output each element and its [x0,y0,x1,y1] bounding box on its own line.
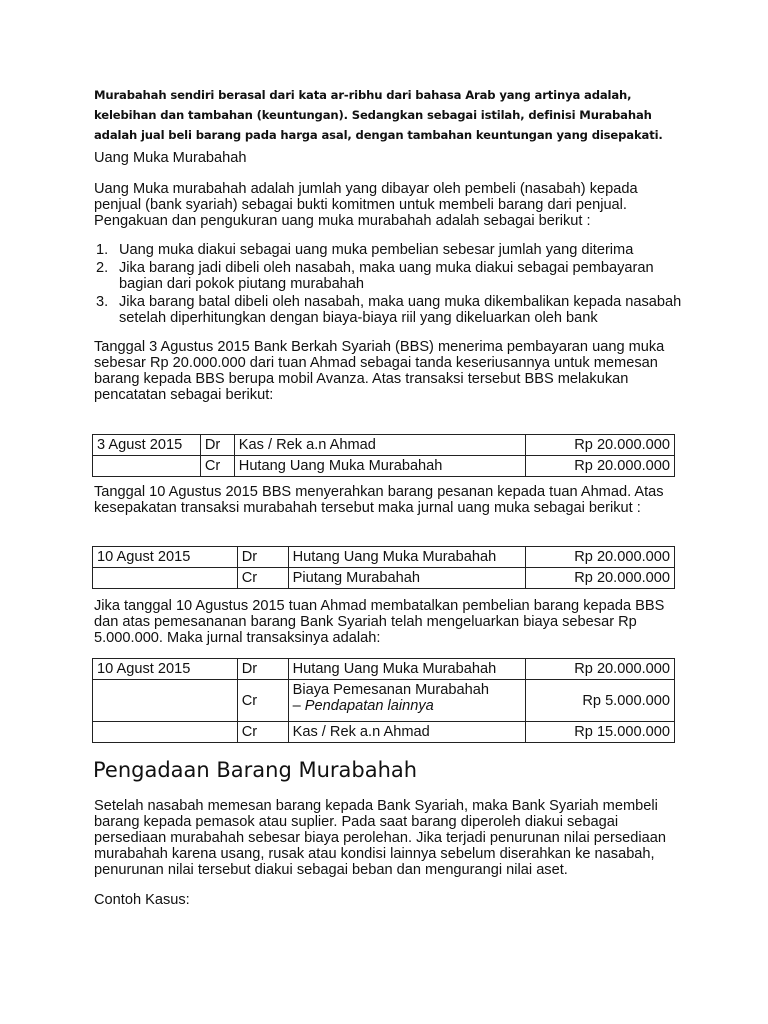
journal-side: Dr [237,659,288,680]
list-item [94,242,684,258]
table-row [93,680,675,722]
definition-paragraph: Uang Muka murabahah adalah jumlah yang dibayar oleh pembeli (nasabah) kepada penjual (bank syariah) sebagai bukti komitmen untuk membeli barang dari penjual. Pengakuan dan pengukuran uang muka murabahah adalah sebagai berikut : [94,181,638,229]
recognition-list [94,242,684,328]
journal-date [93,722,238,743]
list-item [94,260,684,292]
journal-table-2 [92,546,675,589]
journal-amount: Rp 15.000.000 [526,722,675,743]
journal-date [93,568,238,589]
journal-amount: Rp 20.000.000 [526,547,675,568]
journal-amount: Rp 20.000.000 [526,435,675,456]
journal-amount: Rp 20.000.000 [526,659,675,680]
journal-side: Cr [237,722,288,743]
journal-account-note-line: – Pendapatan lainnya [292,698,434,714]
journal-side: Dr [200,435,234,456]
table-row [93,659,675,680]
journal-amount: Rp 20.000.000 [526,568,675,589]
journal-account: Hutang Uang Muka Murabahah [288,659,526,680]
list-number: 3. [96,294,109,310]
example-label: Contoh Kasus: [94,892,190,908]
journal-account: Hutang Uang Muka Murabahah [288,547,526,568]
journal-date [93,456,201,477]
journal-side: Cr [237,680,288,722]
journal-amount: Rp 20.000.000 [526,456,675,477]
journal-amount: Rp 5.000.000 [526,680,675,722]
list-number: 1. [96,242,109,258]
table-row [93,435,675,456]
journal-account: Kas / Rek a.n Ahmad [288,722,526,743]
journal-date [93,680,238,722]
journal-account: Hutang Uang Muka Murabahah [234,456,525,477]
journal-date: 10 Agust 2015 [93,547,238,568]
case3-paragraph: Jika tanggal 10 Agustus 2015 tuan Ahmad membatalkan pembelian barang kepada BBS dan atas pemesananan barang Bank Syariah telah mengeluarkan biaya sebesar Rp 5.000.000. Maka jurnal transaksinya adalah: [94,598,665,646]
journal-account-note: Pendapatan lainnya [304,698,434,714]
journal-side: Cr [200,456,234,477]
table-row [93,547,675,568]
list-item [94,294,684,326]
list-item-text: Jika barang batal dibeli oleh nasabah, maka uang muka dikembalikan kepada nasabah setelah diperhitungkan dengan biaya-biaya riil yang dikeluarkan oleh bank [119,294,682,326]
journal-date: 3 Agust 2015 [93,435,201,456]
journal-account: Biaya Pemesanan Murabahah [292,682,489,698]
case1-paragraph: Tanggal 3 Agustus 2015 Bank Berkah Syariah (BBS) menerima pembayaran uang muka sebesar Rp 20.000.000 dari tuan Ahmad sebagai tanda keseriusannya untuk memesan barang kepada BBS berupa mobil Avanza. Atas transaksi tersebut BBS melakukan pencatatan sebagai berikut: [94,339,665,403]
table-row [93,722,675,743]
case2-paragraph: Tanggal 10 Agustus 2015 BBS menyerahkan barang pesanan kepada tuan Ahmad. Atas kesepakatan transaksi murabahah tersebut maka jurnal uang muka sebagai berikut : [94,484,664,516]
journal-account: Kas / Rek a.n Ahmad [234,435,525,456]
journal-table-1 [92,434,675,477]
section-subtitle: Uang Muka Murabahah [94,150,247,166]
journal-side: Cr [237,568,288,589]
journal-table-3 [92,658,675,743]
journal-side: Dr [237,547,288,568]
table-row [93,568,675,589]
procurement-paragraph: Setelah nasabah memesan barang kepada Bank Syariah, maka Bank Syariah membeli barang kepada pemasok atau suplier. Pada saat barang diperoleh diakui sebagai persediaan murabahah sebesar biaya perolehan. Jika terjadi penurunan nilai persediaan murabahah karena usang, rusak atau kondisi lainnya sebelum diserahkan ke nasabah, penurunan nilai tersebut diakui sebagai beban dan mengurangi nilai aset. [94,798,666,878]
journal-account-cell [288,680,526,722]
section-heading: Pengadaan Barang Murabahah [93,758,418,782]
intro-paragraph: Murabahah sendiri berasal dari kata ar-ribhu dari bahasa Arab yang artinya adalah, kelebihan dan tambahan (keuntungan). Sedangkan sebagai istilah, definisi Murabahah adalah jual beli barang pada harga asal, dengan tambahan keuntungan yang disepakati. [94,88,663,142]
table-row [93,456,675,477]
journal-account: Piutang Murabahah [288,568,526,589]
journal-date: 10 Agust 2015 [93,659,238,680]
list-item-text: Uang muka diakui sebagai uang muka pembelian sebesar jumlah yang diterima [119,242,634,258]
list-item-text: Jika barang jadi dibeli oleh nasabah, maka uang muka diakui sebagai pembayaran bagian dari pokok piutang murabahah [119,260,654,292]
list-number: 2. [96,260,109,276]
